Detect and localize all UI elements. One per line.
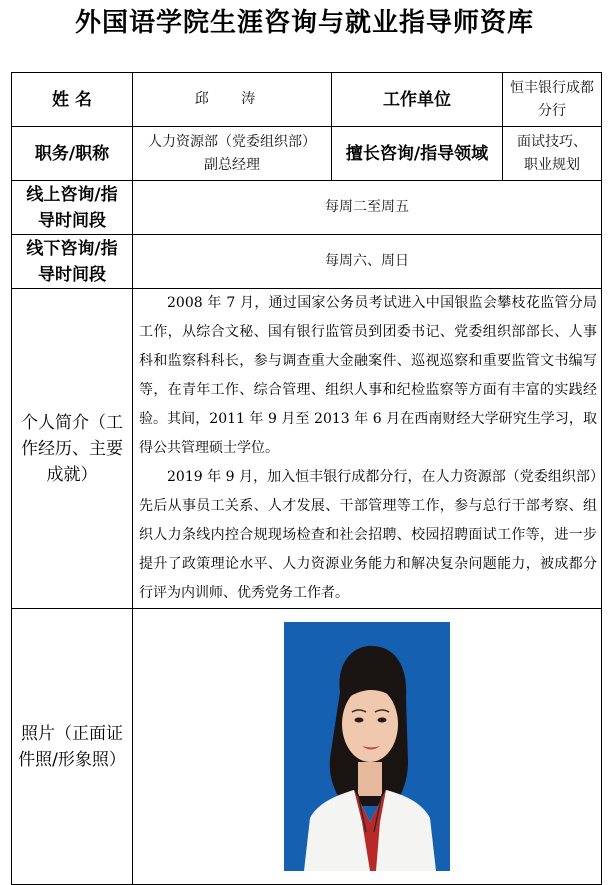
row-photo (12, 609, 602, 885)
position-label: 职务/职称 (12, 127, 133, 181)
row-position (12, 127, 602, 181)
intro-paragraph-1: 2008 年 7 月，通过国家公务员考试进入中国银监会攀枝花监管分局工作，从综合文秘、国有银行监管员到团委书记、党委组织部部长、人事科和监察科科长，参与调查重大金融案件、巡视巡察和重要监管文书编写等，在青年工作、综合管理、组织人事和纪检监察等方面有丰富的实践经验。其间，2011 年 9 月至 2013 年 6 月在西南财经大学研究生学习，取得公共管理硕士学位。 (139, 295, 597, 456)
online-label: 线上咨询/指 导时间段 (12, 181, 133, 235)
photo-label: 照片（正面证 件照/形象照） (12, 609, 133, 885)
offline-value: 每周六、周日 (133, 235, 602, 289)
photo-cell (133, 609, 602, 885)
neck (358, 762, 382, 796)
intro-text (133, 289, 602, 609)
unit-label: 工作单位 (332, 73, 503, 127)
name-value: 邱 涛 (133, 73, 332, 127)
page-title: 外国语学院生涯咨询与就业指导师资库 (74, 8, 534, 38)
unit-value: 恒丰银行成都分行 (503, 73, 602, 127)
intro-paragraph-2: 2019 年 9 月，加入恒丰银行成都分行，在人力资源部（党委组织部）先后从事员工关系、人才发展、干部管理等工作，参与总行干部考察、组织人力条线内控合规现场检查和社会招聘、校园招聘面试工作等，进一步提升了政策理论水平、人力资源业务能力和解决复杂问题能力，被成都分行评为内训师、优秀党务工作者。 (139, 469, 597, 601)
row-online (12, 181, 602, 235)
row-offline (12, 235, 602, 289)
row-name (12, 73, 602, 127)
position-value: 人力资源部（党委组织部） 副总经理 (133, 127, 332, 181)
intro-label: 个人简介（工 作经历、主要 成就） (12, 289, 133, 609)
name-label: 姓 名 (12, 73, 133, 127)
profile-table (11, 72, 602, 885)
face (342, 686, 398, 762)
field-value: 面试技巧、 职业规划 (503, 127, 602, 181)
row-intro (12, 289, 602, 609)
online-value: 每周二至周五 (133, 181, 602, 235)
portrait-photo (284, 622, 450, 871)
right-eye (378, 718, 387, 723)
left-eye (355, 718, 364, 723)
offline-label: 线下咨询/指 导时间段 (12, 235, 133, 289)
field-label: 擅长咨询/指导领域 (332, 127, 503, 181)
